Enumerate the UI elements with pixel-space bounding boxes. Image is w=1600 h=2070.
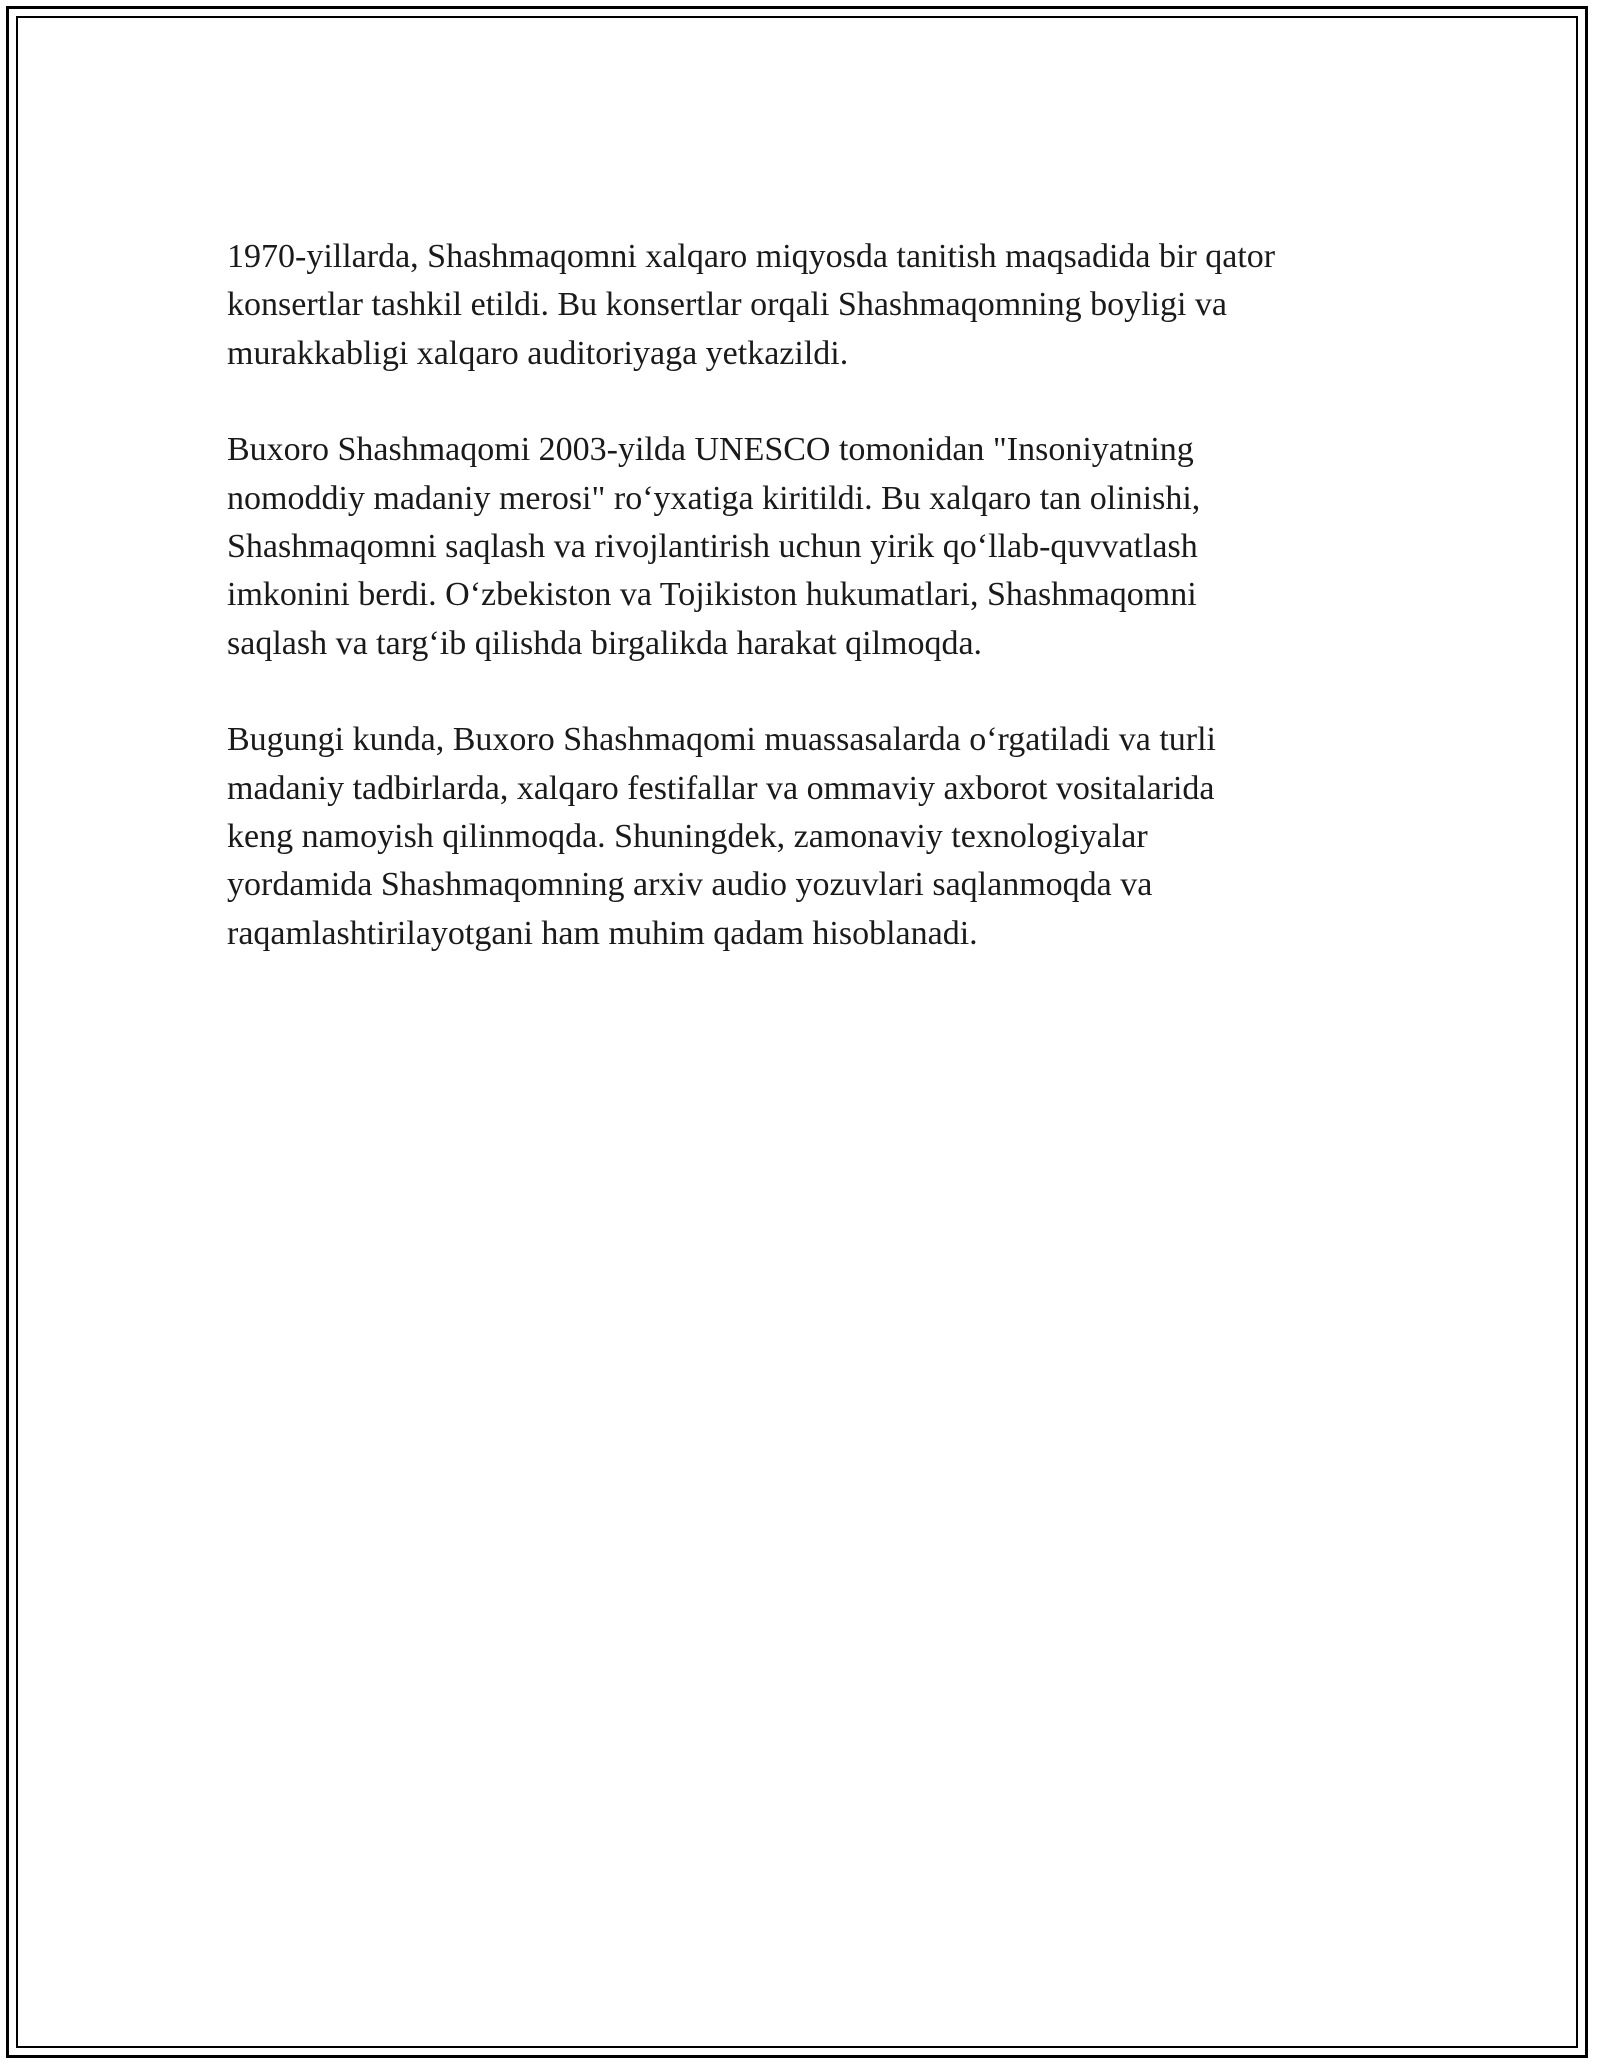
document-body <box>227 233 1377 1006</box>
paragraph-line: raqamlashtirilayotgani ham muhim qadam hisoblanadi. <box>227 914 978 952</box>
paragraph-line: madaniy tadbirlarda, xalqaro festifallar va ommaviy axborot vositalarida <box>227 769 1215 807</box>
paragraph-line: Shashmaqomni saqlash va rivojlantirish uchun yirik qo‘llab-quvvatlash <box>227 528 1198 566</box>
paragraph-line: 1970-yillarda, Shashmaqomni xalqaro miqyosda tanitish maqsadida bir qator <box>227 238 1276 275</box>
paragraph-1 <box>227 233 1377 378</box>
paragraph-line: murakkabligi xalqaro auditoriyaga yetkazildi. <box>227 334 849 372</box>
paragraph-line: keng namoyish qilinmoqda. Shuningdek, zamonaviy texnologiyalar <box>227 818 1148 856</box>
paragraph-line: konsertlar tashkil etildi. Bu konsertlar orqali Shashmaqomning boyligi va <box>227 286 1228 324</box>
paragraph-3 <box>227 716 1377 958</box>
paragraph-line: saqlash va targ‘ib qilishda birgalikda harakat qilmoqda. <box>227 624 983 662</box>
paragraph-line: nomoddiy madaniy merosi" ro‘yxatiga kiritildi. Bu xalqaro tan olinishi, <box>227 479 1201 517</box>
paragraph-2 <box>227 426 1377 668</box>
paragraph-line: imkonini berdi. O‘zbekiston va Tojikiston hukumatlari, Shashmaqomni <box>227 576 1197 614</box>
paragraph-line: yordamida Shashmaqomning arxiv audio yozuvlari saqlanmoqda va <box>227 866 1153 904</box>
paragraph-line: Bugungi kunda, Buxoro Shashmaqomi muassasalarda o‘rgatiladi va turli <box>227 721 1216 759</box>
paragraph-line: Buxoro Shashmaqomi 2003-yilda UNESCO tomonidan "Insoniyatning <box>227 431 1194 469</box>
